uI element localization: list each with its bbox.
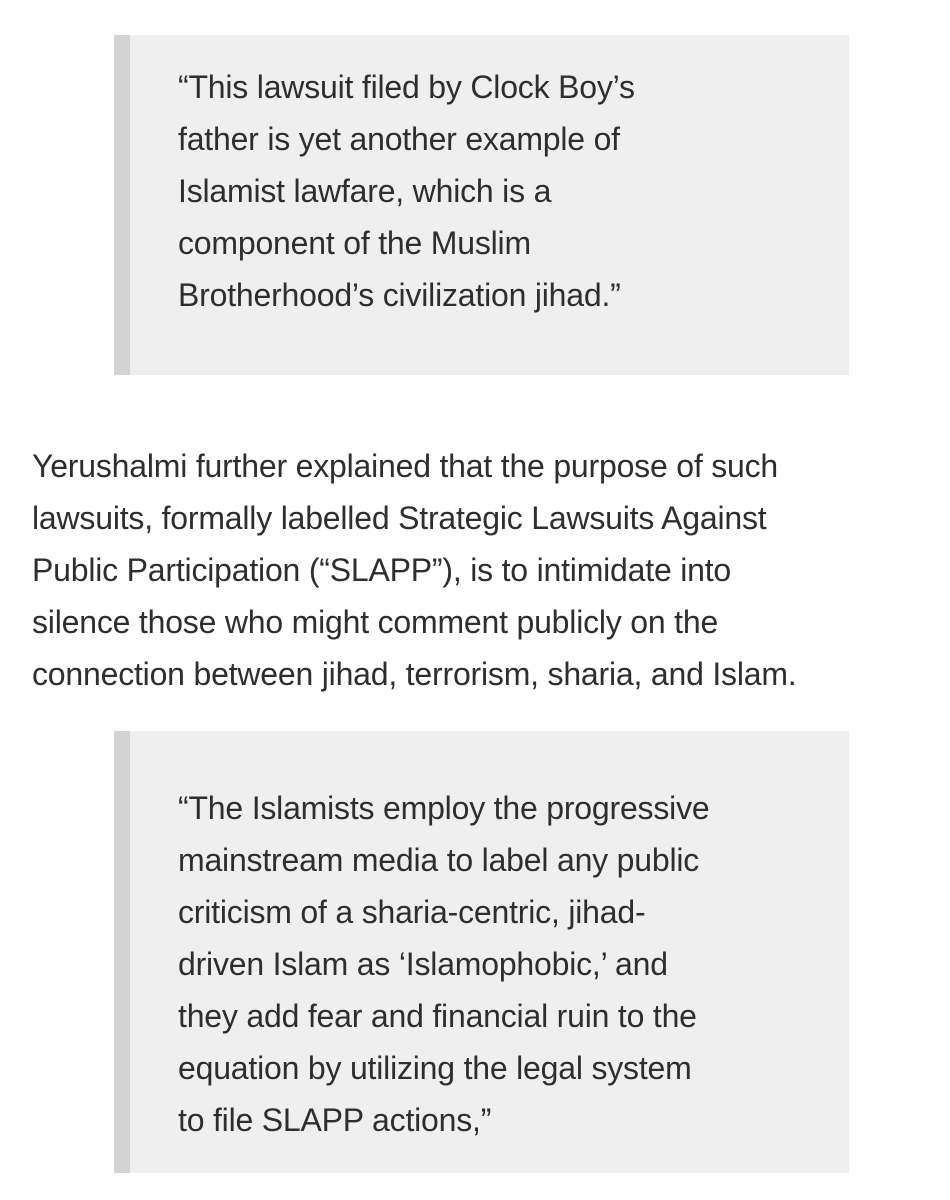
quote-line: equation by utilizing the legal system bbox=[178, 1050, 692, 1086]
quote-line: “The Islamists employ the progressive bbox=[178, 790, 710, 826]
quote-line: component of the Muslim bbox=[178, 225, 531, 261]
quote-line: mainstream media to label any public bbox=[178, 842, 700, 878]
quote-line: Brotherhood’s civilization jihad.” bbox=[178, 277, 621, 313]
paragraph-line: lawsuits, formally labelled Strategic Lawsuits Against bbox=[32, 500, 767, 536]
quote-line: father is yet another example of bbox=[178, 121, 620, 157]
blockquote-islamists-text bbox=[178, 782, 818, 1146]
quote-line: driven Islam as ‘Islamophobic,’ and bbox=[178, 946, 668, 982]
paragraph-line: silence those who might comment publicly on the bbox=[32, 604, 719, 640]
quote-line: criticism of a sharia-centric, jihad- bbox=[178, 894, 646, 930]
blockquote-clock-boy-text bbox=[178, 61, 818, 321]
body-paragraph-slapp bbox=[32, 440, 922, 700]
quote-line: Islamist lawfare, which is a bbox=[178, 173, 552, 209]
paragraph-line: Yerushalmi further explained that the purpose of such bbox=[32, 448, 779, 484]
paragraph-line: connection between jihad, terrorism, sharia, and Islam. bbox=[32, 656, 797, 692]
paragraph-line: Public Participation (“SLAPP”), is to intimidate into bbox=[32, 552, 732, 588]
quote-line: “This lawsuit filed by Clock Boy’s bbox=[178, 69, 635, 105]
quote-line: they add fear and financial ruin to the bbox=[178, 998, 697, 1034]
quote-line: to file SLAPP actions,” bbox=[178, 1102, 492, 1138]
